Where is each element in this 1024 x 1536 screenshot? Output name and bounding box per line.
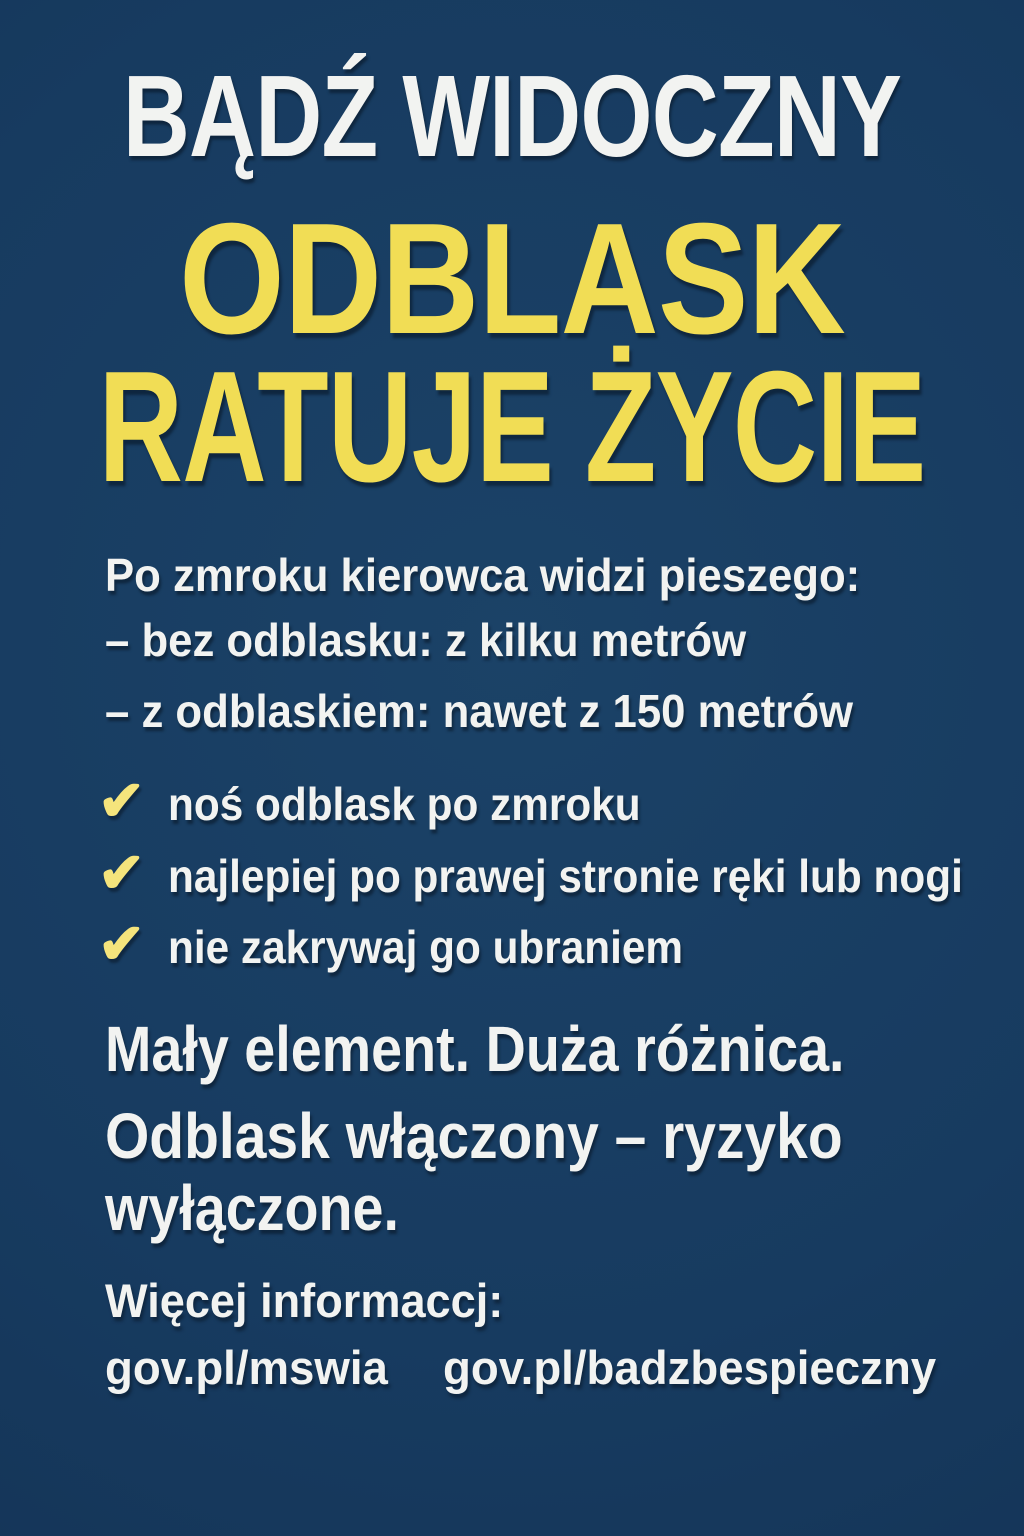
footer-links (105, 1341, 951, 1394)
poster-title-yellow-line1: ODBLASK (179, 191, 845, 367)
intro-line-with-reflector: – z odblaskiem: nawet z 150 metrów (105, 685, 854, 737)
link-gov-mswia: gov.pl/mswia (105, 1341, 388, 1394)
link-gov-badzbespieczny: gov.pl/badzbespieczny (442, 1341, 936, 1394)
check-icon: ✔ (98, 841, 145, 904)
intro-line-no-reflector: – bez odblasku: z kilku metrów (105, 614, 747, 666)
poster-title-yellow-line2: RATUJE ŻYCIE (98, 339, 926, 515)
more-info-label: Więcej informaccj: (105, 1274, 504, 1327)
check-icon: ✔ (98, 769, 145, 832)
checklist-item (98, 841, 1024, 904)
checklist-item-label: nie zakrywaj go ubraniem (168, 921, 684, 973)
checklist-item (98, 912, 728, 975)
check-icon: ✔ (98, 912, 145, 975)
intro-heading: Po zmroku kierowca widzi pieszego: (105, 549, 861, 601)
slogan-line-risk-on: Odblask włączony – ryzyko (105, 1100, 843, 1172)
slogan-line-small-element: Mały element. Duża różnica. (105, 1013, 845, 1085)
slogan-line-risk-off: wyłączone. (105, 1172, 399, 1244)
checklist-item (98, 769, 682, 832)
poster-title-white: BĄDŹ WIDOCZNY (122, 51, 902, 181)
checklist-item-label: najlepiej po prawej stronie ręki lub nogi (168, 850, 963, 902)
checklist-item-label: noś odblask po zmroku (168, 778, 641, 830)
